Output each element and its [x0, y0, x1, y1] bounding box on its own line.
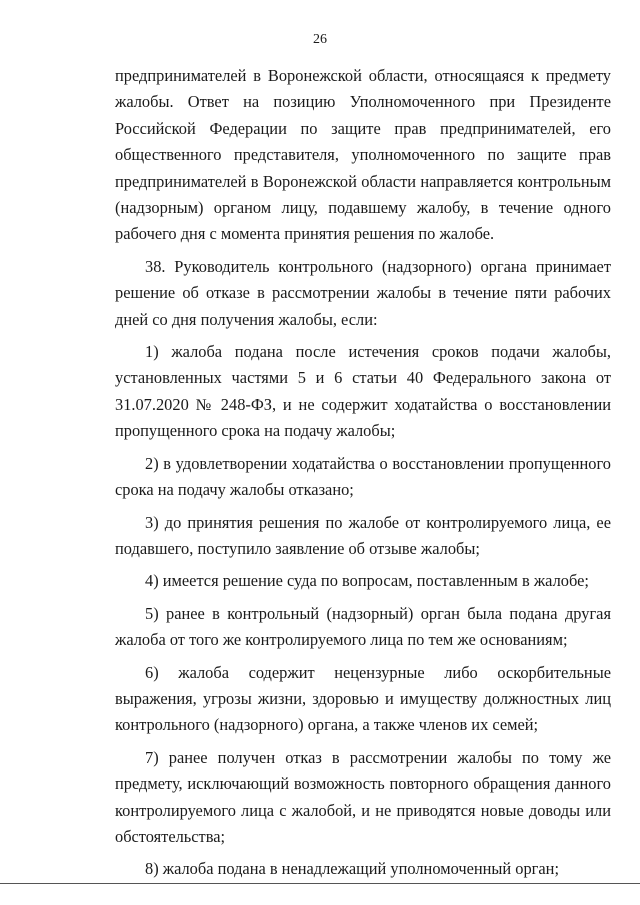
scan-edge-line — [0, 883, 640, 884]
list-item-8: 8) жалоба подана в ненадлежащий уполномоченный орган; — [145, 859, 559, 879]
list-item-6: 6) жалоба содержит нецензурные либо оскорбительные выражения, угрозы жизни, здоровью и имуществу должностных лиц контрольного (надзорного) органа, а также членов их семей; — [115, 662, 611, 735]
list-item-5: 5) ранее в контрольный (надзорный) орган была подана другая жалоба от того же контролируемого лица по тем же основаниям; — [115, 603, 611, 650]
paragraph-intro-continuation: предпринимателей в Воронежской области, относящаяся к предмету жалобы. Ответ на позицию Уполномоченного при Президенте Российской Федерации по защите прав предпринимателей, его общественного представителя, уполномоченного по защите прав предпринимателей в Воронежской области направляется контрольным (надзорным) органом лицу, подавшему жалобу, в течение одного рабочего дня с момента принятия решения по жалобе. — [115, 66, 611, 244]
list-item-7: 7) ранее получен отказ в рассмотрении жалобы по тому же предмету, исключающий возможность повторного обращения данного контролируемого лица с жалобой, и не приводятся новые доводы или обстоятельства; — [115, 747, 611, 846]
list-item-3: 3) до принятия решения по жалобе от контролируемого лица, ее подавшего, поступило заявление об отзыве жалобы; — [115, 512, 611, 558]
document-body — [115, 63, 611, 889]
page-number: 26 — [313, 32, 327, 47]
paragraph-item-38: 38. Руководитель контрольного (надзорного) органа принимает решение об отказе в рассмотрении жалобы в течение пяти рабочих дней со дня получения жалобы, если: — [115, 256, 611, 329]
list-item-4: 4) имеется решение суда по вопросам, поставленным в жалобе; — [145, 571, 589, 591]
list-item-2: 2) в удовлетворении ходатайства о восстановлении пропущенного срока на подачу жалобы отказано; — [115, 453, 611, 500]
list-item-1: 1) жалоба подана после истечения сроков подачи жалобы, установленных частями 5 и 6 статьи 40 Федерального закона от 31.07.2020 № 248-ФЗ, и не содержит ходатайства о восстановлении пропущенного срока на подачу жалобы; — [115, 342, 611, 441]
